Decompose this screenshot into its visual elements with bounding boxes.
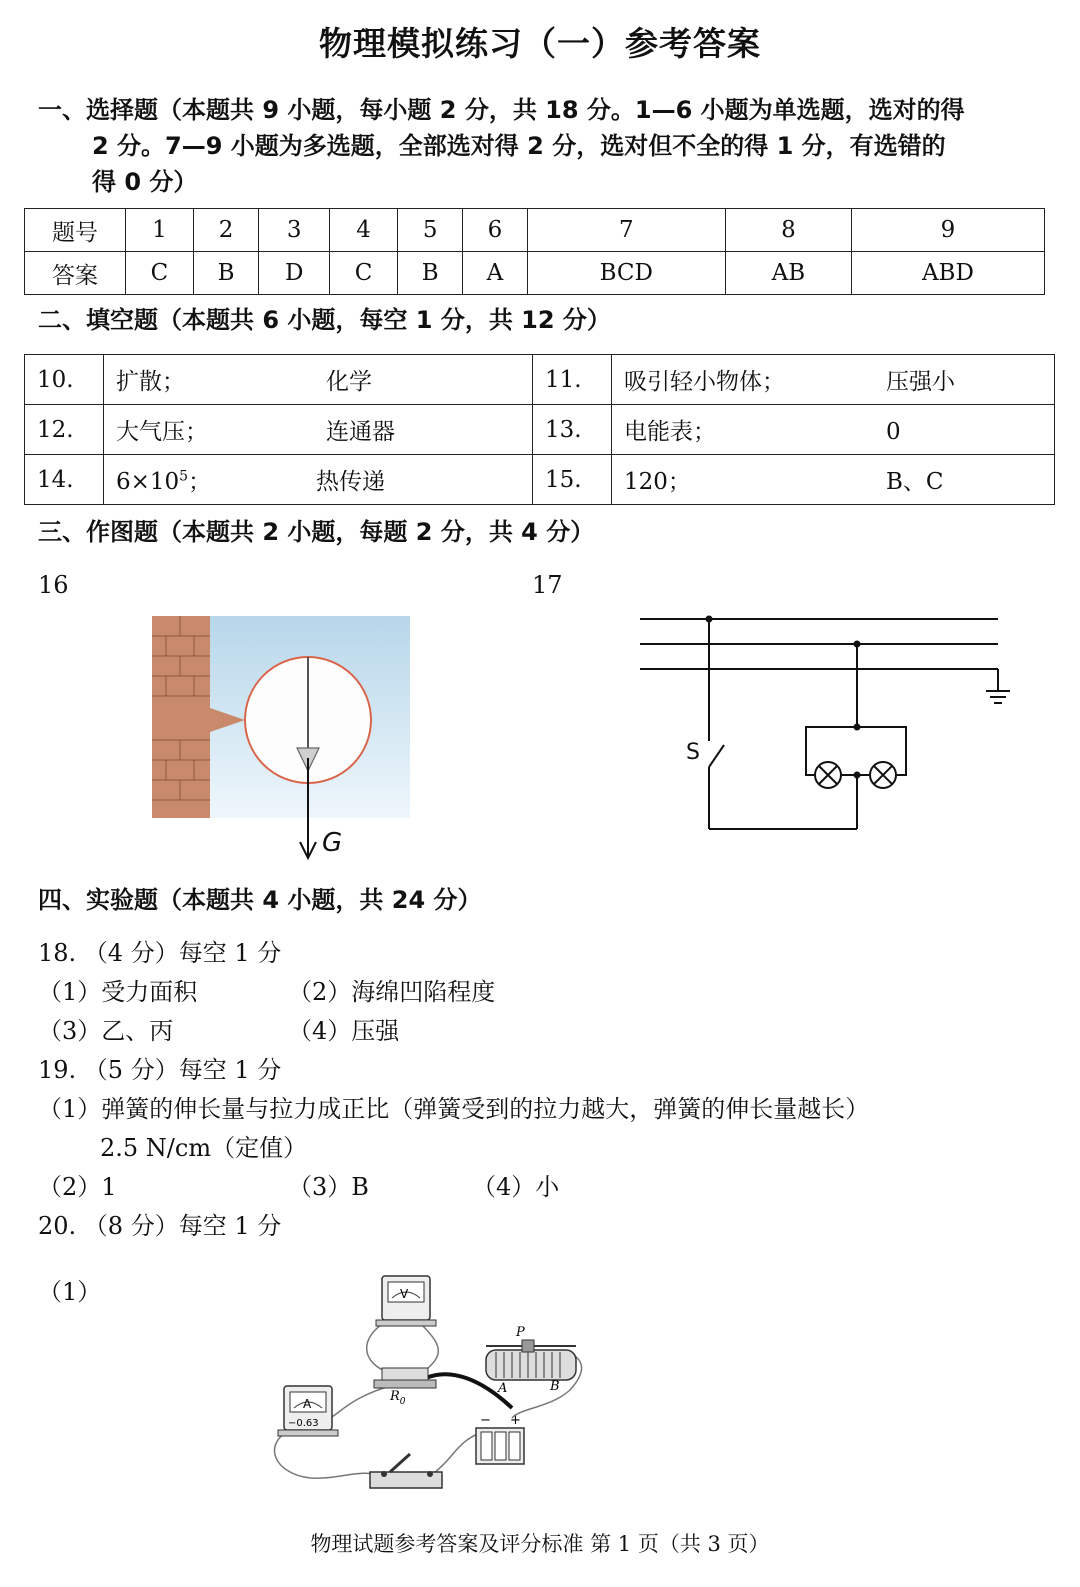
answer-second-blank: 压强小 — [886, 369, 955, 395]
answer-cell: A — [463, 252, 527, 295]
page-title: 物理模拟练习（一）参考答案 — [319, 24, 761, 63]
section-4-heading: 四、实验题（本题共 4 小题，共 24 分） — [38, 886, 482, 914]
answer-second-blank: 热传递 — [316, 469, 385, 495]
question-16-number: 16 — [38, 571, 69, 599]
q20-heading: 20. （8 分）每空 1 分 — [38, 1212, 282, 1240]
slider-p — [522, 1340, 534, 1352]
battery-minus-label: − — [480, 1413, 491, 1428]
question-number-cell: 9 — [851, 209, 1044, 252]
terminal-label-a: A — [498, 1381, 508, 1396]
table-row-answers — [25, 252, 1045, 295]
question-number-cell: 3 — [259, 209, 330, 252]
choice-answer-table — [24, 208, 1045, 295]
q19-part1-value: 2.5 N/cm（定值） — [100, 1134, 308, 1162]
r0-label: R — [390, 1389, 400, 1404]
ammeter-scale: −0.63 — [288, 1418, 319, 1429]
switch-blade — [709, 745, 724, 767]
question-number-cell: 2 — [193, 209, 258, 252]
q19-part4: （4）小 — [472, 1173, 560, 1201]
answer-second-blank: 0 — [886, 419, 901, 445]
section-2-heading: 二、填空题（本题共 6 小题，每空 1 分，共 12 分） — [38, 306, 611, 334]
answer-cell — [612, 405, 1055, 455]
question-number-cell: 1 — [126, 209, 194, 252]
answer-first-blank: 扩散； — [116, 369, 185, 395]
question-number-cell: 6 — [463, 209, 527, 252]
table-row-question-numbers — [25, 209, 1045, 252]
question-number-cell: 5 — [398, 209, 463, 252]
exponent: 5 — [179, 468, 189, 485]
battery-pack — [476, 1428, 524, 1464]
q18-part2: （2）海绵凹陷程度 — [288, 978, 496, 1006]
row-label-question: 题号 — [25, 209, 126, 252]
answer-cell: ABD — [851, 252, 1044, 295]
question-17-number: 17 — [532, 571, 563, 599]
answer-cell — [104, 355, 533, 405]
answer-cell — [104, 405, 533, 455]
question-number-cell: 4 — [330, 209, 398, 252]
answer-second-blank: 化学 — [326, 369, 372, 395]
question-number: 15. — [533, 455, 612, 505]
answer-second-blank: B、C — [886, 469, 944, 495]
answer-cell — [612, 355, 1055, 405]
q19-part3: （3）B — [288, 1173, 369, 1201]
q19-heading: 19. （5 分）每空 1 分 — [38, 1056, 282, 1084]
question-number: 12. — [25, 405, 104, 455]
q18-heading: 18. （4 分）每空 1 分 — [38, 939, 282, 967]
table-row — [25, 355, 1055, 405]
question-number-cell: 8 — [725, 209, 851, 252]
q18-part3: （3）乙、丙 — [38, 1017, 174, 1045]
svg-text:R0 — [389, 1389, 406, 1407]
voltmeter-label: V — [400, 1287, 409, 1301]
table-row — [25, 455, 1055, 505]
answer-cell: AB — [725, 252, 851, 295]
sliding-rheostat — [486, 1340, 576, 1380]
r0-subscript: 0 — [399, 1397, 406, 1407]
answer-cell: C — [330, 252, 398, 295]
answer-second-blank: 连通器 — [326, 419, 395, 445]
answer-cell: C — [126, 252, 194, 295]
fill-blank-table — [24, 354, 1055, 505]
slider-label-p: P — [516, 1325, 525, 1340]
q18-part4: （4）压强 — [288, 1017, 400, 1045]
switch-label: S — [686, 740, 700, 765]
answer-cell: B — [193, 252, 258, 295]
question-number: 11. — [533, 355, 612, 405]
q19-part2: （2）1 — [38, 1173, 117, 1201]
answer-first-blank: 吸引轻小物体； — [624, 369, 785, 395]
section-1-heading-line2: 2 分。7—9 小题为多选题，全部选对得 2 分，选对但不全的得 1 分，有选错的 — [92, 132, 946, 160]
question-number: 10. — [25, 355, 104, 405]
ammeter-label: A — [303, 1397, 312, 1411]
semicolon: ； — [188, 469, 212, 495]
table-row — [25, 405, 1055, 455]
answer-first-blank: 电能表； — [624, 419, 716, 445]
answer-cell — [104, 455, 533, 505]
page-footer: 物理试题参考答案及评分标准 第 1 页（共 3 页） — [310, 1532, 770, 1556]
question-number-cell: 7 — [527, 209, 725, 252]
answer-first-blank: 6×10 — [116, 469, 180, 495]
section-1-heading-line3: 得 0 分） — [92, 168, 198, 196]
knife-switch — [370, 1454, 442, 1488]
resistor-r0 — [374, 1368, 436, 1388]
force-label-g: G — [322, 828, 343, 858]
answer-cell: D — [259, 252, 330, 295]
battery-plus-label: + — [510, 1413, 521, 1428]
question-number: 14. — [25, 455, 104, 505]
q19-part1: （1）弹簧的伸长量与拉力成正比（弹簧受到的拉力越大，弹簧的伸长量越长） — [38, 1095, 870, 1123]
answer-cell: B — [398, 252, 463, 295]
gravity-diagram — [140, 608, 420, 868]
q18-part1: （1）受力面积 — [38, 978, 198, 1006]
section-1-heading-line1: 一、选择题（本题共 9 小题，每小题 2 分，共 18 分。1—6 小题为单选题，选对的得 — [38, 96, 965, 124]
answer-first-blank: 大气压； — [116, 419, 208, 445]
circuit-diagram — [630, 605, 1030, 840]
answer-first-blank: 120； — [624, 469, 691, 495]
answer-cell: BCD — [527, 252, 725, 295]
question-number: 13. — [533, 405, 612, 455]
answer-cell — [612, 455, 1055, 505]
q20-part1: （1） — [38, 1278, 102, 1306]
section-3-heading: 三、作图题（本题共 2 小题，每题 2 分，共 4 分） — [38, 518, 595, 546]
terminal-label-b: B — [550, 1379, 560, 1394]
voltmeter — [376, 1276, 436, 1326]
experiment-circuit-diagram — [250, 1268, 610, 1508]
row-label-answer: 答案 — [25, 252, 126, 295]
